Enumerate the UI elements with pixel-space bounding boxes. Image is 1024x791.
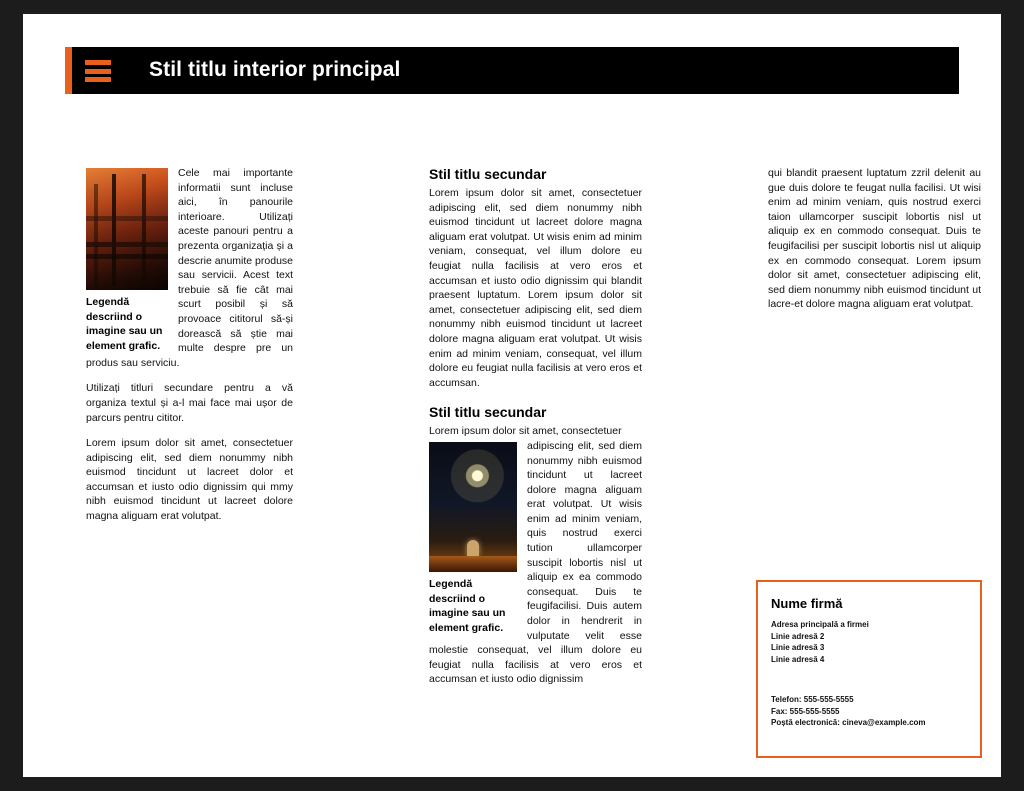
company-address-box [756, 580, 982, 758]
capitol-photo [429, 442, 517, 572]
right-paragraph-1: qui blandit praesent luptatum zzril delenit au gue duis dolore te feugat nulla facilisi. Ut wisi enim ad minim veniam, quis nostrud exerci taion ullamcorper suscipit lobortis nisl ut aliquip ex en commodo consequat. Duis te feugifacilisi per suscipit lobortis nisl ut aliquip ex en commodo consequat. Lorem ipsum dolor sit amet, consectetuer adipiscing elit, sed diem nonummy nibh euismod tincidunt ut lacre-et dolore magna aliguam erat volutpat. [768, 167, 981, 311]
figure-caption: Legendă descriind o imagine sau un element grafic. [429, 577, 506, 634]
left-paragraph-2: Utilizați titluri secundare pentru a vă organiza textul și a-l mai face mai ușor de parcurs pentru cititor. [86, 382, 293, 424]
figure-bridge [86, 168, 168, 353]
address-line: Linie adresă 3 [771, 643, 825, 653]
middle-column [429, 166, 642, 687]
middle-paragraph-2-wrap: adipiscing elit, sed diem nonummy nibh euismod tincidunt ut lacreet dolore magna aliguam erat volutpat. Ut wisis enim ad minim veniam, quis nostrud exerci tution ullamcorper suscipit lobortis nisl ut aliquip ex ea commodo consequat. Duis te feugifacilisi. Duis autem dolor in hendrerit in vulputate velit esse molestie consequat, vel illum dolore eu feugiat nulla facilisis at vero eros et accumsan et iusto odio dignissim [429, 439, 642, 686]
right-column [768, 166, 981, 312]
left-wrap-paragraph: Cele mai importante informatii sunt incluse aici, în panourile interioare. Utilizați aceste panouri pentru a prezenta organizația și a descrie anumite produse sau servicii. Acest text trebuie să fie cât mai scurt posibil și să provoace cititorul să-și dorească să știe mai multe despre pre un produs sau serviciu. [86, 167, 293, 369]
phone-line: Telefon: 555-555-5555 [771, 695, 854, 704]
address-line: Linie adresă 4 [771, 654, 825, 664]
left-column [86, 166, 293, 524]
left-paragraph-3: Lorem ipsum dolor sit amet, consectetuer adipiscing elit, sed diem nonummy nibh euismod tincidunt ut lacreet dolor et accumsan et iusto odio dignissim qui mmy nibh euismod tincidunt ut lacreet dolore magna aliguam erat volutpat. [86, 437, 293, 523]
address-line: Linie adresă 2 [771, 631, 825, 641]
menu-icon-bar [85, 69, 111, 74]
figure-caption: Legendă descriind o imagine sau un element grafic. [86, 296, 163, 352]
menu-icon-bar [85, 77, 111, 82]
middle-paragraph-1: Lorem ipsum dolor sit amet, consectetuer adipiscing elit, sed diem nonummy nibh euismod tincidunt ut lacreet dolore magna aliguam erat volutpat. Ut wisis enim ad minim veniam, consequat, vel illum dolore eu feugiat nulla facilisis at vero eros et accumsan et iusto odio dignissim qui blandit praesent luptatum. Lorem ipsum dolor sit amet, consectetuer adipiscing elit, sed diem nonummy nibh euismod tincidunt ut lacreet dolore magna aliguam erat volutpat. Ut wisis enim ad minim veniam, consequat, vel illum dolore eu feugiat nulla facilisis at vero eros et accumsan. [429, 187, 642, 389]
contact-lines [771, 694, 926, 729]
fax-line: Fax: 555-555-5555 [771, 706, 840, 716]
header-accent-bar [65, 47, 72, 94]
address-lines [771, 619, 869, 665]
middle-paragraph-2-lead: Lorem ipsum dolor sit amet, consectetuer [429, 425, 622, 438]
hamburger-menu-icon[interactable] [85, 60, 111, 82]
address-line: Adresa principală a firmei [771, 620, 869, 629]
bridge-photo [86, 168, 168, 290]
subheading-2: Stil titlu secundar [429, 404, 547, 421]
subheading-1: Stil titlu secundar [429, 166, 547, 182]
email-line: Poștă electronică: cineva@example.com [771, 718, 926, 728]
document-page [23, 14, 1001, 777]
menu-icon-bar [85, 60, 111, 65]
page-title: Stil titlu interior principal [149, 58, 401, 81]
company-name: Nume firmă [771, 596, 843, 611]
figure-capitol [429, 442, 517, 635]
